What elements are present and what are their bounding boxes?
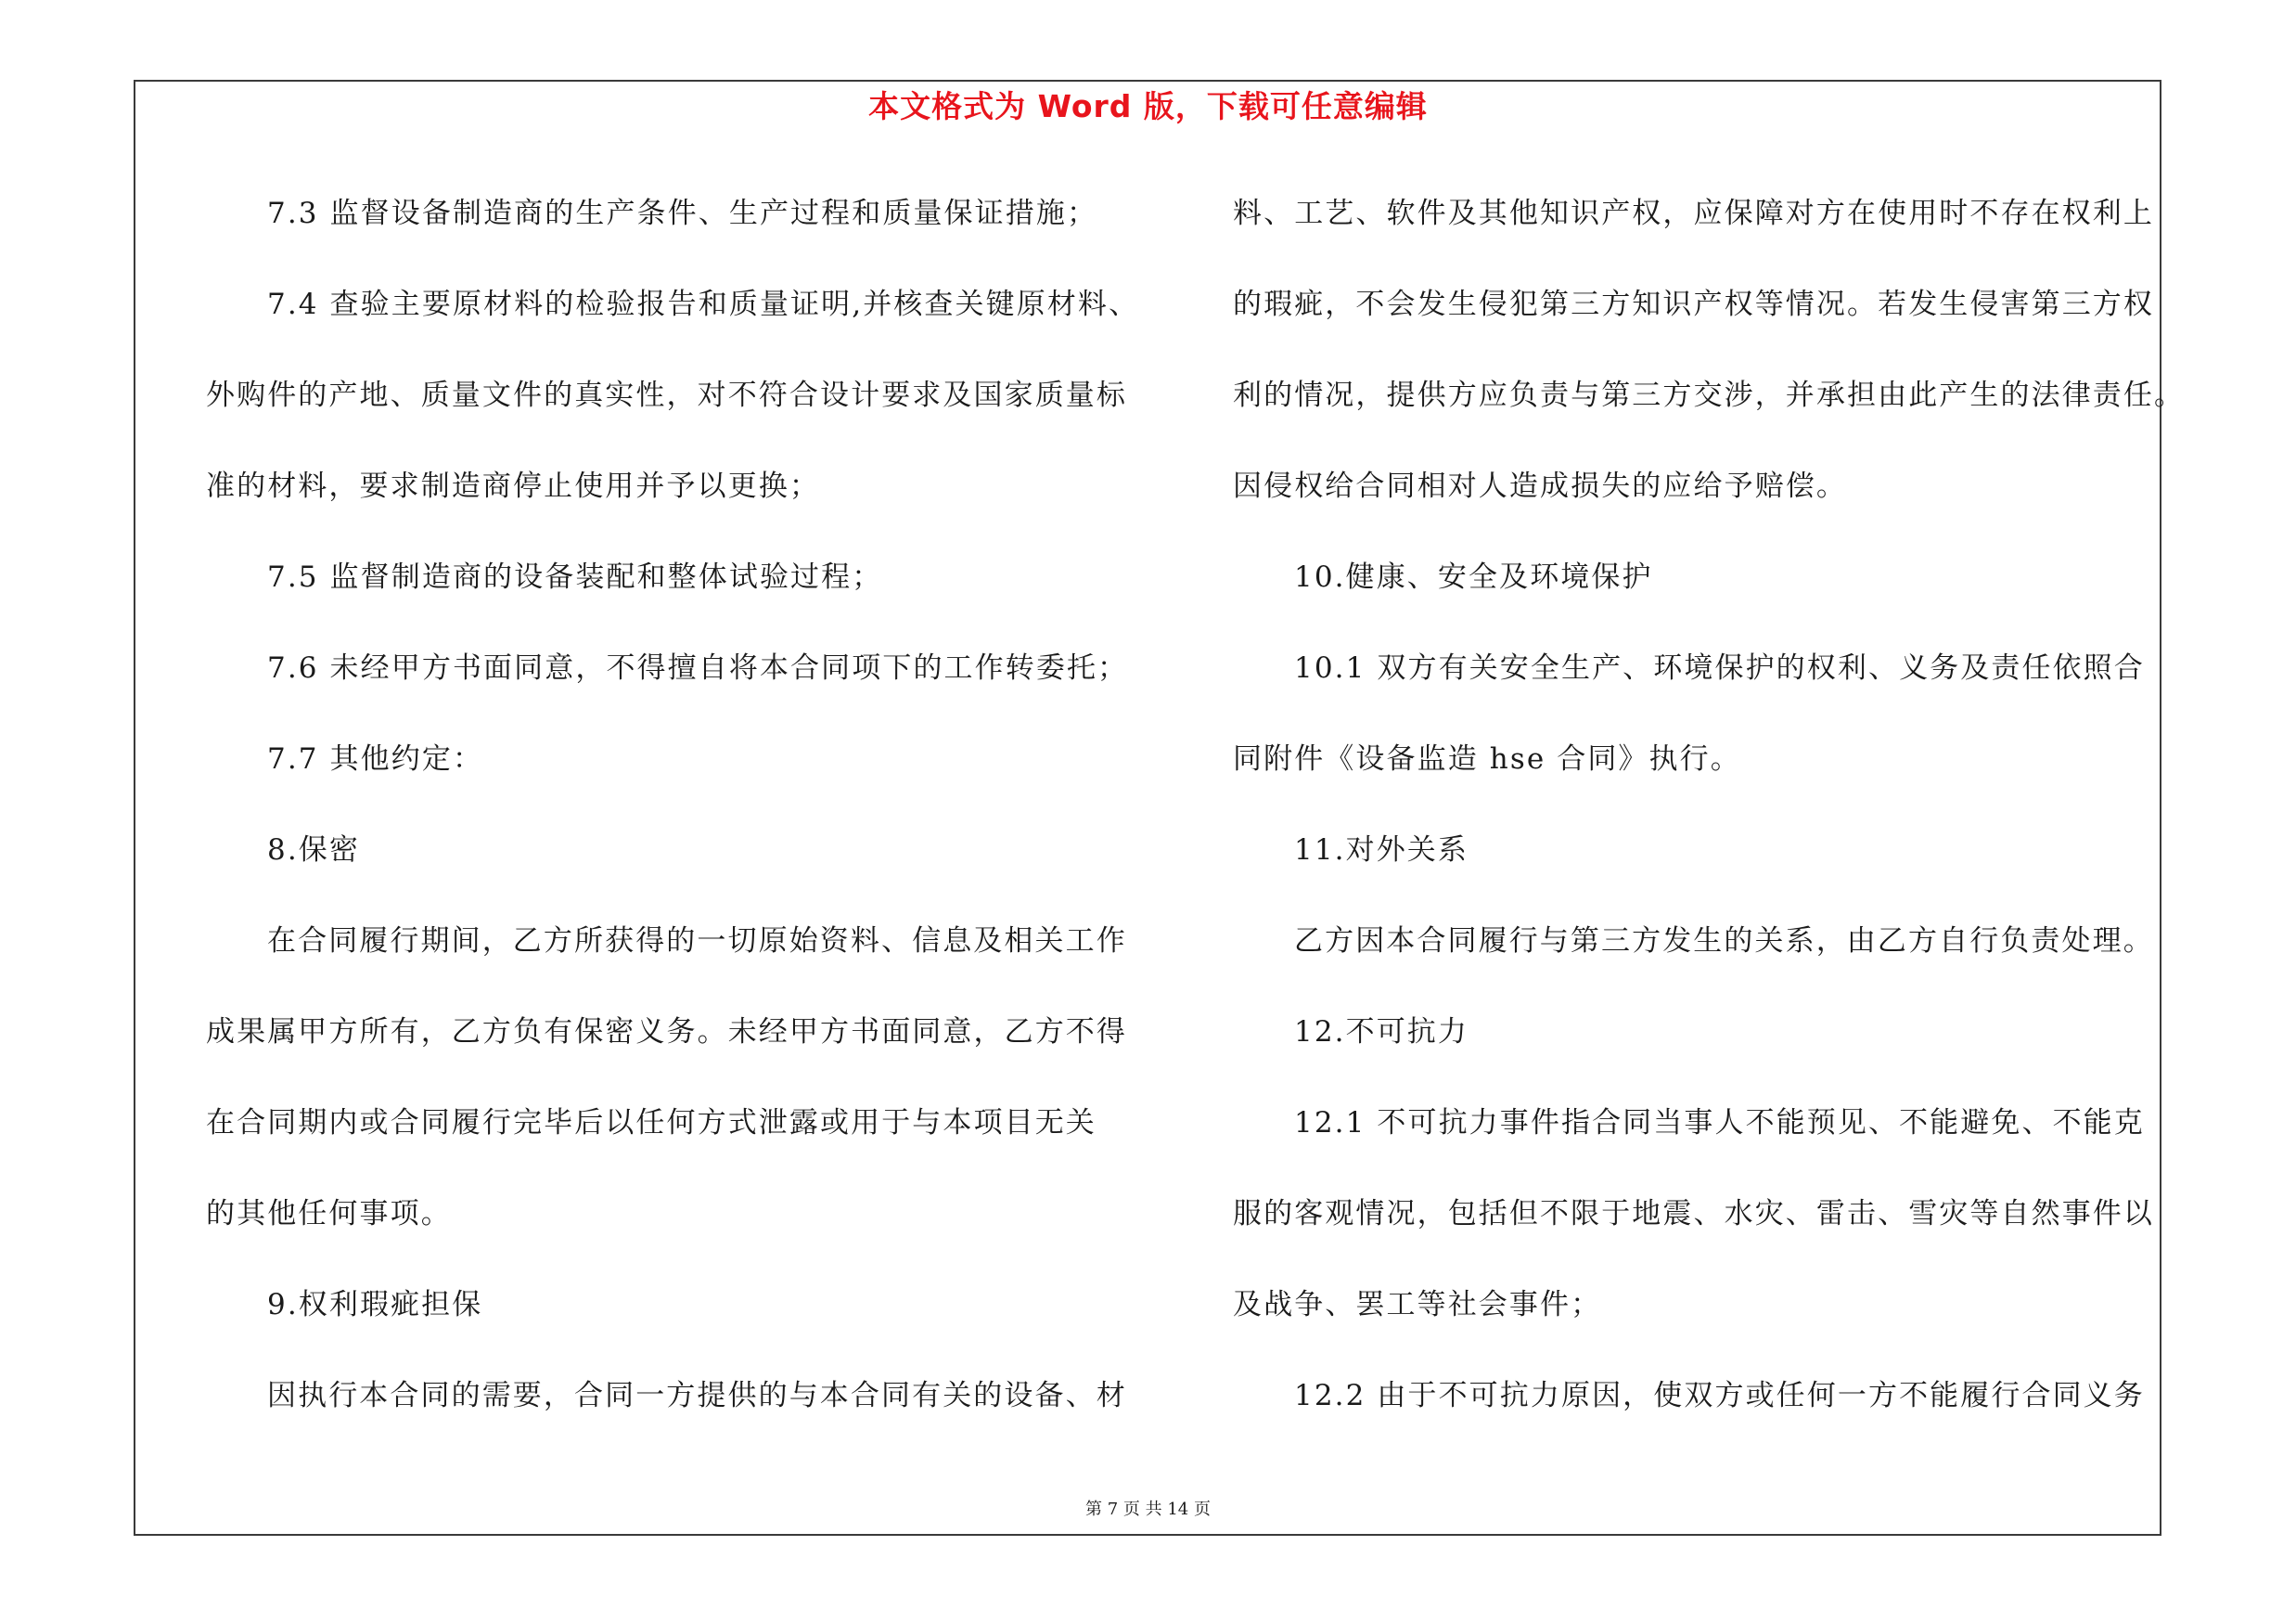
text-line: 在合同履行期间，乙方所获得的一切原始资料、信息及相关工作 xyxy=(267,924,1127,958)
text-line: 12.2 由于不可抗力原因，使双方或任何一方不能履行合同义务 xyxy=(1294,1379,2145,1412)
text-line: 成果属甲方所有，乙方负有保密义务。未经甲方书面同意，乙方不得 xyxy=(206,1015,1127,1049)
text-line: 9.权利瑕疵担保 xyxy=(267,1288,483,1321)
text-line: 12.不可抗力 xyxy=(1294,1015,1469,1049)
text-line: 因侵权给合同相对人造成损失的应给予赔偿。 xyxy=(1233,470,1847,503)
text-line: 10.1 双方有关安全生产、环境保护的权利、义务及责任依照合 xyxy=(1294,651,2145,685)
text-line: 利的情况，提供方应负责与第三方交涉，并承担由此产生的法律责任。 xyxy=(1233,379,2186,412)
text-line: 7.3 监督设备制造商的生产条件、生产过程和质量保证措施； xyxy=(267,197,1098,230)
text-line: 7.5 监督制造商的设备装配和整体试验过程； xyxy=(267,560,883,594)
text-line: 11.对外关系 xyxy=(1294,833,1469,867)
text-line: 的其他任何事项。 xyxy=(206,1197,452,1230)
text-line: 7.7 其他约定： xyxy=(267,742,484,776)
text-line: 的瑕疵，不会发生侵犯第三方知识产权等情况。若发生侵害第三方权 xyxy=(1233,288,2154,321)
text-line: 在合同期内或合同履行完毕后以任何方式泄露或用于与本项目无关 xyxy=(206,1106,1097,1140)
page-number-footer: 第 7 页 共 14 页 xyxy=(1085,1500,1211,1519)
text-line: 因执行本合同的需要，合同一方提供的与本合同有关的设备、材 xyxy=(267,1379,1127,1412)
text-line: 乙方因本合同履行与第三方发生的关系，由乙方自行负责处理。 xyxy=(1294,924,2154,958)
text-line: 8.保密 xyxy=(267,833,360,867)
text-line: 7.6 未经甲方书面同意，不得擅自将本合同项下的工作转委托； xyxy=(267,651,1129,685)
text-line: 准的材料，要求制造商停止使用并予以更换； xyxy=(206,470,820,503)
text-line: 10.健康、安全及环境保护 xyxy=(1294,560,1653,594)
text-line: 料、工艺、软件及其他知识产权，应保障对方在使用时不存在权利上 xyxy=(1233,197,2154,230)
text-line: 外购件的产地、质量文件的真实性，对不符合设计要求及国家质量标 xyxy=(206,379,1127,412)
text-line: 及战争、罢工等社会事件； xyxy=(1233,1288,1602,1321)
text-line: 服的客观情况，包括但不限于地震、水灾、雷击、雪灾等自然事件以 xyxy=(1233,1197,2154,1230)
format-banner: 本文格式为 Word 版，下载可任意编辑 xyxy=(868,88,1428,124)
text-line: 12.1 不可抗力事件指合同当事人不能预见、不能避免、不能克 xyxy=(1294,1106,2145,1140)
text-line: 同附件《设备监造 hse 合同》执行。 xyxy=(1233,742,1741,776)
text-line: 7.4 查验主要原材料的检验报告和质量证明,并核查关键原材料、 xyxy=(267,288,1140,321)
